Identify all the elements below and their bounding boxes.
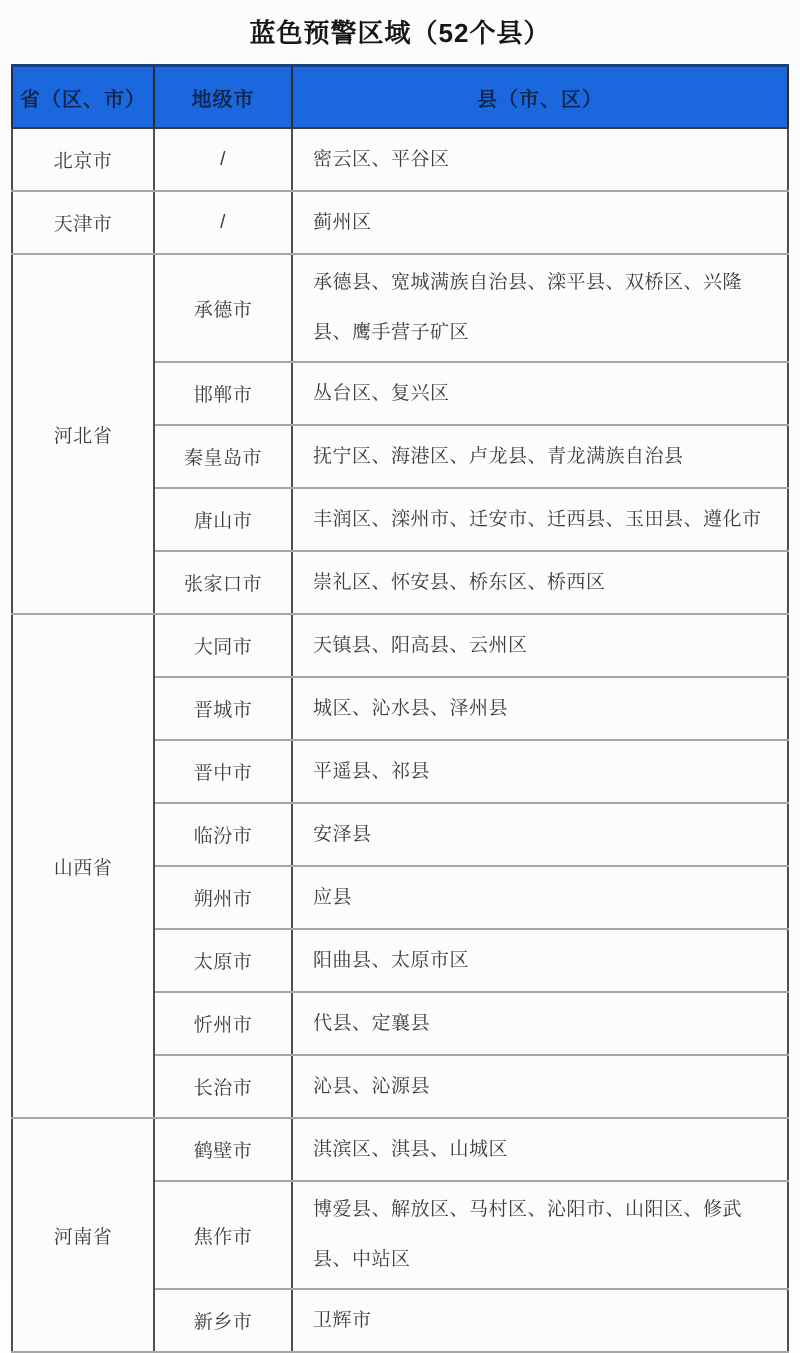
counties-cell: 淇滨区、淇县、山城区 (292, 1118, 788, 1181)
counties-cell: 崇礼区、怀安县、桥东区、桥西区 (292, 551, 788, 614)
table-row (12, 191, 788, 254)
counties-cell: 博爱县、解放区、马村区、沁阳市、山阳区、修武县、中站区 (292, 1181, 788, 1289)
city-cell: 晋城市 (154, 677, 292, 740)
counties-cell: 沁县、沁源县 (292, 1055, 788, 1118)
table-row (12, 254, 788, 362)
city-cell: 秦皇岛市 (154, 425, 292, 488)
counties-cell: 天镇县、阳高县、云州区 (292, 614, 788, 677)
city-cell: 承德市 (154, 254, 292, 362)
city-cell: 鹤壁市 (154, 1118, 292, 1181)
counties-cell: 密云区、平谷区 (292, 128, 788, 191)
counties-cell: 丰润区、滦州市、迁安市、迁西县、玉田县、遵化市 (292, 488, 788, 551)
province-cell: 山西省 (12, 614, 154, 1118)
header-province: 省（区、市） (12, 66, 154, 129)
city-cell: 长治市 (154, 1055, 292, 1118)
city-cell: 唐山市 (154, 488, 292, 551)
counties-cell: 卫辉市 (292, 1289, 788, 1352)
city-cell: / (154, 128, 292, 191)
city-cell: 临汾市 (154, 803, 292, 866)
city-cell: 张家口市 (154, 551, 292, 614)
counties-cell: 安泽县 (292, 803, 788, 866)
counties-cell: 阳曲县、太原市区 (292, 929, 788, 992)
city-cell: 太原市 (154, 929, 292, 992)
city-cell: 朔州市 (154, 866, 292, 929)
city-cell: 新乡市 (154, 1289, 292, 1352)
header-row (12, 66, 788, 129)
header-counties: 县（市、区） (292, 66, 788, 129)
city-cell: 忻州市 (154, 992, 292, 1055)
city-cell: / (154, 191, 292, 254)
counties-cell: 蓟州区 (292, 191, 788, 254)
counties-cell: 应县 (292, 866, 788, 929)
header-city: 地级市 (154, 66, 292, 129)
page-title: 蓝色预警区域（52个县） (249, 18, 551, 48)
counties-cell: 城区、沁水县、泽州县 (292, 677, 788, 740)
counties-cell: 平遥县、祁县 (292, 740, 788, 803)
counties-cell: 代县、定襄县 (292, 992, 788, 1055)
table-header (12, 66, 788, 129)
province-cell: 河南省 (12, 1118, 154, 1352)
warning-region-table (11, 64, 789, 1353)
counties-cell: 承德县、宽城满族自治县、滦平县、双桥区、兴隆县、鹰手营子矿区 (292, 254, 788, 362)
city-cell: 邯郸市 (154, 362, 292, 425)
table-row (12, 128, 788, 191)
city-cell: 焦作市 (154, 1181, 292, 1289)
city-cell: 晋中市 (154, 740, 292, 803)
city-cell: 大同市 (154, 614, 292, 677)
counties-cell: 抚宁区、海港区、卢龙县、青龙满族自治县 (292, 425, 788, 488)
province-cell: 天津市 (12, 191, 154, 254)
counties-cell: 丛台区、复兴区 (292, 362, 788, 425)
province-cell: 河北省 (12, 254, 154, 614)
table-row (12, 614, 788, 677)
table-row (12, 1118, 788, 1181)
province-cell: 北京市 (12, 128, 154, 191)
